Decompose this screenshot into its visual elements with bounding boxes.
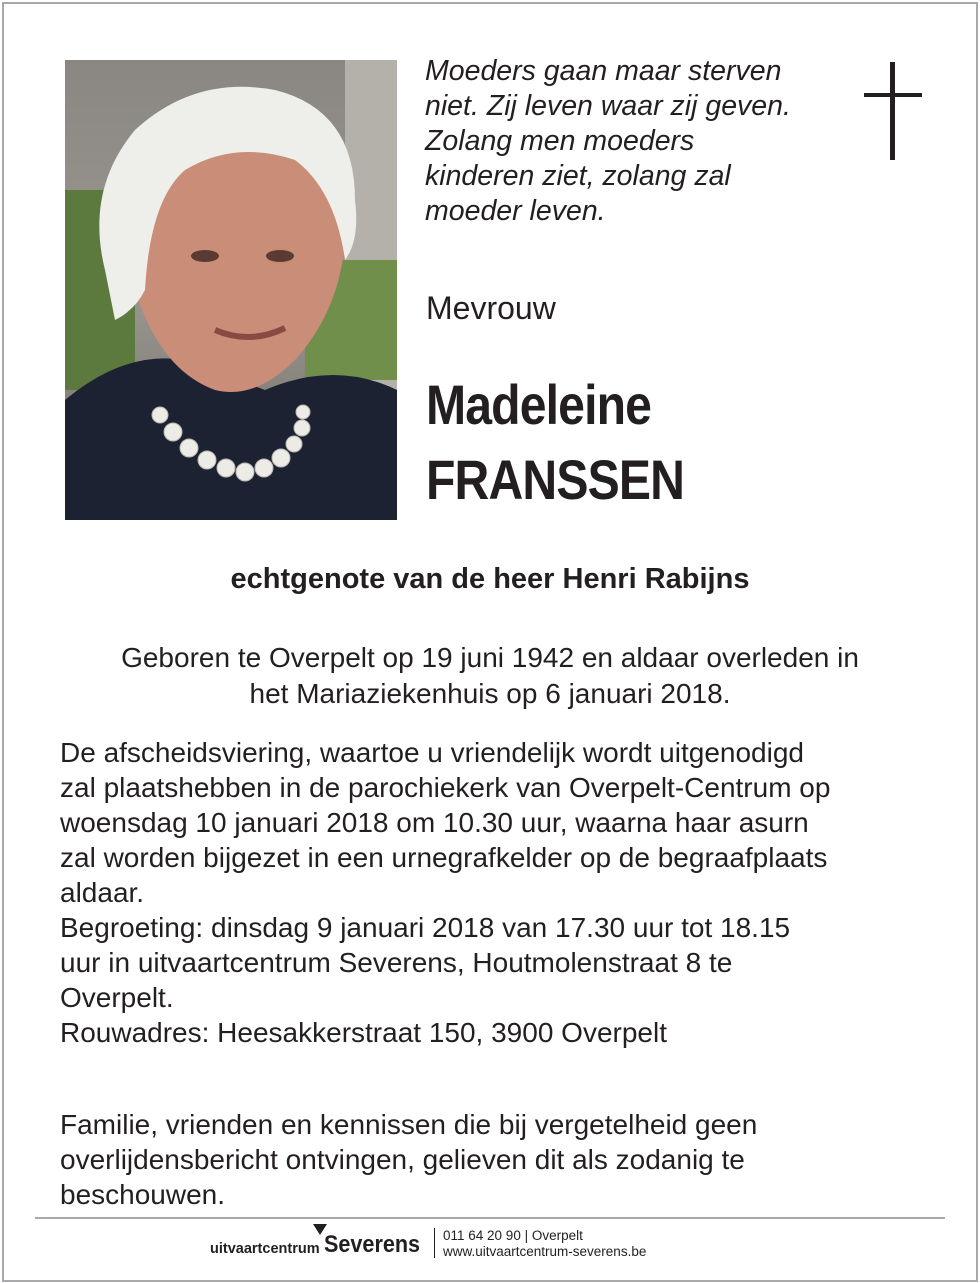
portrait-photo xyxy=(65,60,397,520)
body-line: aldaar. xyxy=(60,877,145,908)
body-line: De afscheidsviering, waartoe u vriendelijk wordt uitgenodigd xyxy=(60,737,804,768)
brand-name: Severens xyxy=(324,1231,421,1258)
spouse-line: echtgenote van de heer Henri Rabijns xyxy=(230,563,750,595)
last-name: FRANSSEN xyxy=(426,448,685,511)
birth-line: Geboren te Overpelt op 19 juni 1942 en aldaar overleden in xyxy=(121,642,859,673)
birth-death-info xyxy=(40,640,940,712)
poem-line: Moeders gaan maar sterven xyxy=(425,55,782,87)
body-line: Begroeting: dinsdag 9 januari 2018 van 17.30 uur tot 18.15 xyxy=(60,912,791,943)
brand-small-text: uitvaartcentrum xyxy=(210,1241,320,1257)
first-name: Madeleine xyxy=(426,373,652,436)
contact-phone-location: 011 64 20 90 | Overpelt xyxy=(443,1228,583,1243)
poem-line: niet. Zij leven waar zij geven. xyxy=(425,90,791,122)
poem-line: Zolang men moeders xyxy=(425,125,695,157)
poem-line: kinderen ziet, zolang zal xyxy=(425,160,731,192)
footer-contact xyxy=(443,1228,646,1260)
body-line: zal worden bijgezet in een urnegrafkelder op de begraafplaats xyxy=(60,842,828,873)
body-line: zal plaatshebben in de parochiekerk van Overpelt-Centrum op xyxy=(60,772,831,803)
cross-icon xyxy=(864,62,922,160)
footer-separator xyxy=(434,1228,435,1258)
poem-line: moeder leven. xyxy=(425,195,606,227)
body-line: woensdag 10 januari 2018 om 10.30 uur, waarna haar asurn xyxy=(60,807,809,838)
footer-divider xyxy=(35,1217,945,1219)
poem xyxy=(425,54,845,229)
closing-line: beschouwen. xyxy=(60,1179,226,1210)
body-line: Overpelt. xyxy=(60,982,174,1013)
closing-note xyxy=(60,1107,940,1212)
closing-line: Familie, vrienden en kennissen die bij vergetelheid geen xyxy=(60,1109,758,1140)
contact-website[interactable]: www.uitvaartcentrum-severens.be xyxy=(443,1244,647,1259)
ceremony-info xyxy=(60,735,940,1050)
body-line: uur in uitvaartcentrum Severens, Houtmolenstraat 8 te xyxy=(60,947,733,978)
honorific: Mevrouw xyxy=(426,290,556,326)
body-line: Rouwadres: Heesakkerstraat 150, 3900 Overpelt xyxy=(60,1017,667,1048)
closing-line: overlijdensbericht ontvingen, gelieven dit als zodanig te xyxy=(60,1144,745,1175)
birth-line: het Mariaziekenhuis op 6 januari 2018. xyxy=(249,678,731,709)
